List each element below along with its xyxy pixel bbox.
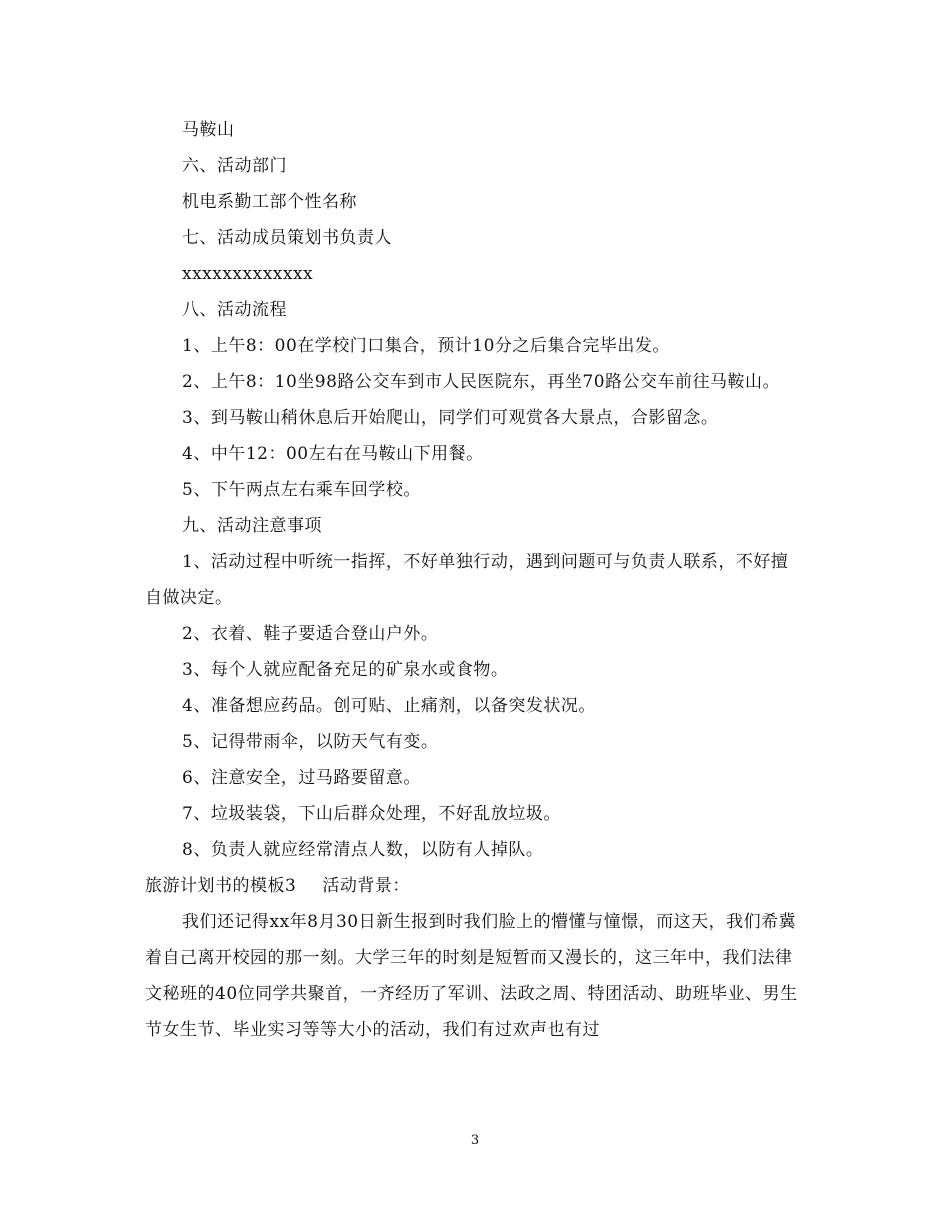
section-subtitle: 活动背景： xyxy=(322,876,410,896)
heading-activity-members: 七、活动成员策划书负责人 xyxy=(182,228,392,248)
note-item-1: 1、活动过程中听统一指挥，不好单独行动，遇到问题可与负责人联系，不好擅自做决定。 xyxy=(145,552,789,608)
note-item-5: 5、记得带雨伞，以防天气有变。 xyxy=(182,732,439,752)
note-item-2: 2、衣着、鞋子要适合登山户外。 xyxy=(182,624,439,644)
process-step-4: 4、中午12：00左右在马鞍山下用餐。 xyxy=(182,444,484,464)
process-step-2: 2、上午8：10坐98路公交车到市人民医院东，再坐70路公交车前往马鞍山。 xyxy=(182,372,781,392)
note-item-4: 4、准备想应药品。创可贴、止痛剂，以备突发状况。 xyxy=(182,696,596,716)
note-item-6: 6、注意安全，过马路要留意。 xyxy=(182,768,421,788)
page-number: 3 xyxy=(470,1133,480,1148)
note-item-7: 7、垃圾装袋，下山后群众处理，不好乱放垃圾。 xyxy=(182,804,561,824)
heading-activity-process: 八、活动流程 xyxy=(182,300,287,320)
heading-activity-notes: 九、活动注意事项 xyxy=(182,516,322,536)
note-item-3: 3、每个人就应配备充足的矿泉水或食物。 xyxy=(182,660,509,680)
text-member-placeholder: xxxxxxxxxxxxx xyxy=(182,264,314,284)
heading-activity-department: 六、活动部门 xyxy=(182,156,287,176)
page-content xyxy=(145,112,805,1048)
process-step-3: 3、到马鞍山稍休息后开始爬山，同学们可观赏各大景点，合影留念。 xyxy=(182,408,719,428)
text-line-location: 马鞍山 xyxy=(182,120,235,140)
background-paragraph: 我们还记得xx年8月30日新生报到时我们脸上的懵懂与憧憬，而这天，我们希冀着自己离开校园的那一刻。大学三年的时刻是短暂而又漫长的，这三年中，我们法律文秘班的40位同学共聚首，一齐经历了军训、法政之周、特团活动、助班毕业、男生节女生节、毕业实习等等大小的活动，我们有过欢声也有过 xyxy=(145,912,798,1040)
section-heading-row xyxy=(145,868,805,904)
process-step-5: 5、下午两点左右乘车回学校。 xyxy=(182,480,421,500)
process-step-1: 1、上午8：00在学校门口集合，预计10分之后集合完毕出发。 xyxy=(182,336,670,356)
section-title: 旅游计划书的模板3 xyxy=(145,876,297,896)
text-department-name: 机电系勤工部个性名称 xyxy=(182,192,357,212)
note-item-8: 8、负责人就应经常清点人数，以防有人掉队。 xyxy=(182,840,544,860)
